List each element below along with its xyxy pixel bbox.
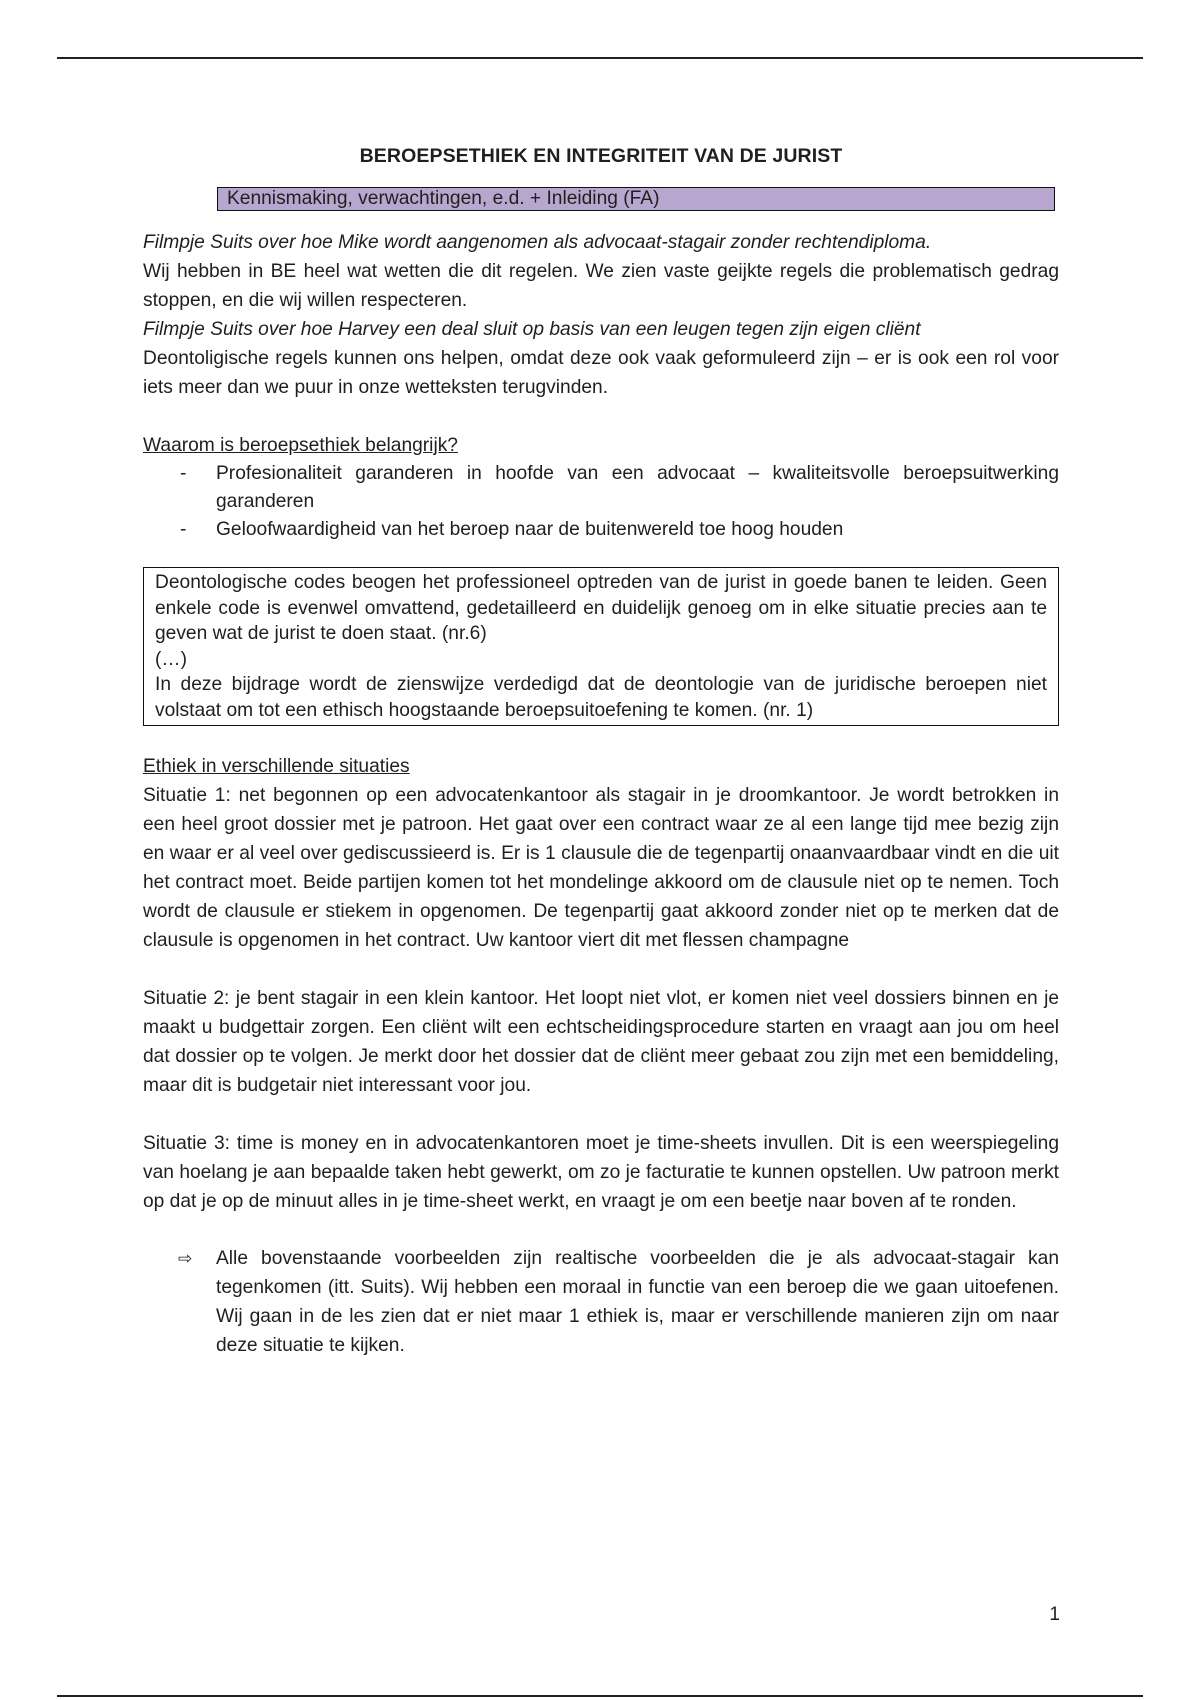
situation-2: Situatie 2: je bent stagair in een klein kantoor. Het loopt niet vlot, er komen niet veel dossiers binnen en je maakt u budgettair zorgen. Een cliënt wilt een echtscheidingsprocedure starten en vraagt aan jou om heel dat dossier op te volgen. Je merkt door het dossier dat de cliënt meer gebaat zou zijn met een bemiddeling, maar dit is budgetair niet interessant voor jou.: [143, 988, 1059, 1096]
quote-part-2: In deze bijdrage wordt de zienswijze verdedigd dat de deontologie van de juridische beroepen niet volstaat om tot een ethisch hoogstaande beroepsuitoefening te komen. (nr. 1): [155, 674, 1047, 721]
conclusion-item: [143, 1244, 1059, 1360]
intro-paragraph-3: Filmpje Suits over hoe Harvey een deal sluit op basis van een leugen tegen zijn eigen cliënt: [143, 319, 921, 340]
intro-paragraph-2: Wij hebben in BE heel wat wetten die dit regelen. We zien vaste geijkte regels die problematisch gedrag stoppen, en die wij willen respecteren.: [143, 261, 1059, 311]
quote-part-1: Deontologische codes beogen het professioneel optreden van de jurist in goede banen te leiden. Geen enkele code is evenwel omvattend, gedetailleerd en duidelijk genoeg om in elke situatie precies aan te geven wat de jurist te doen staat. (nr.6): [155, 572, 1047, 644]
conclusion-text: Alle bovenstaande voorbeelden zijn realtische voorbeelden die je als advocaat-stagair kan tegenkomen (itt. Suits). Wij hebben een moraal in functie van een beroep die we gaan uitoefenen. Wij gaan in de les zien dat er niet maar 1 ethiek is, maar er verschillende manieren zijn om naar deze situatie te kijken.: [216, 1248, 1059, 1356]
situation-1: Situatie 1: net begonnen op een advocatenkantoor als stagair in je droomkantoor. Je wordt betrokken in een heel groot dossier met je patroon. Het gaat over een contract waar ze al een lange tijd mee bezig zijn en waar er al veel over gediscussieerd is. Er is 1 clausule die de tegenpartij onaanvaardbaar vindt en die uit het contract moet. Beide partijen komen tot het mondelinge akkoord om de clausule niet op te nemen. Toch wordt de clausule er stiekem in opgenomen. De tegenpartij gaat akkoord zonder niet op te merken dat de clausule is opgenomen in het contract. Uw kantoor viert dit met flessen champagne: [143, 785, 1059, 951]
intro-paragraph-4: Deontoligische regels kunnen ons helpen, omdat deze ook vaak geformuleerd zijn – er is ook een rol voor iets meer dan we puur in onze wetteksten terugvinden.: [143, 348, 1059, 398]
list-item: - Geloofwaardigheid van het beroep naar de buitenwereld toe hoog houden: [143, 516, 1059, 544]
page-content: [143, 142, 1059, 1360]
page-number: 1: [1049, 1604, 1060, 1625]
quote-box: [143, 567, 1059, 726]
list-item: - Profesionaliteit garanderen in hoofde van een advocaat – kwaliteitsvolle beroepsuitwerking garanderen: [143, 460, 1059, 516]
situation-3: Situatie 3: time is money en in advocatenkantoren moet je time-sheets invullen. Dit is een weerspiegeling van hoelang je aan bepaalde taken hebt gewerkt, om zo je facturatie te kunnen opstellen. Uw patroon merkt op dat je op de minuut alles in je time-sheet werkt, en vraagt je om een beetje naar boven af te ronden.: [143, 1133, 1059, 1212]
quote-ellipsis: (…): [155, 648, 187, 670]
document-title: BEROEPSETHIEK EN INTEGRITEIT VAN DE JURIST: [359, 145, 843, 167]
intro-paragraph-1: Filmpje Suits over hoe Mike wordt aangenomen als advocaat-stagair zonder rechtendiploma.: [143, 232, 932, 253]
why-list: [143, 460, 1059, 544]
situations-heading: Ethiek in verschillende situaties: [143, 756, 410, 777]
header-rule: [57, 57, 1143, 59]
section-bar: Kennismaking, verwachtingen, e.d. + Inleiding (FA): [217, 187, 1055, 211]
intro-block: [143, 228, 1059, 402]
arrow-right-icon: ⇨: [178, 1249, 193, 1268]
footer-rule: [57, 1695, 1143, 1697]
why-heading: Waarom is beroepsethiek belangrijk?: [143, 435, 458, 456]
